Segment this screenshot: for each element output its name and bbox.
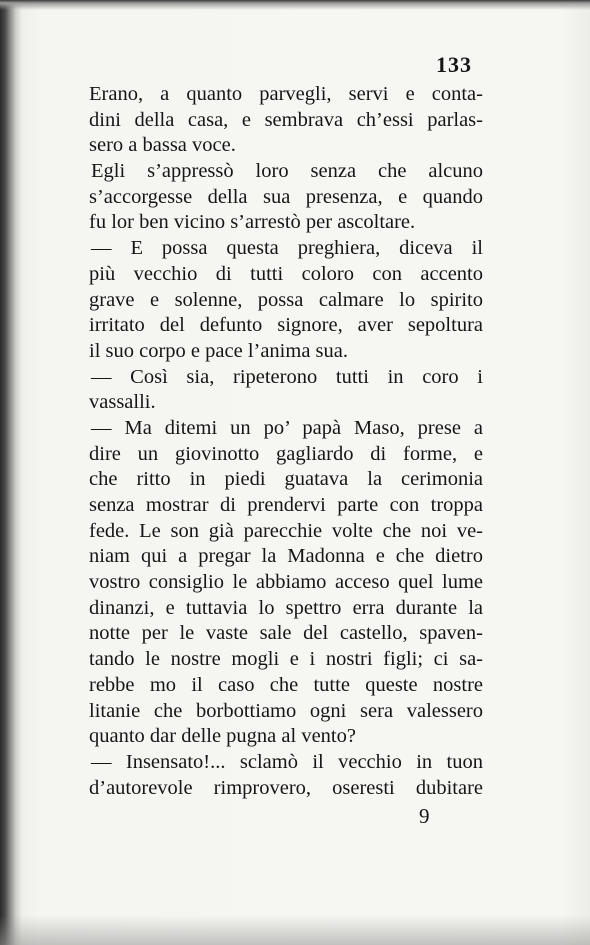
text-line: litanie che borbottiamo ogni sera valessero [89,699,483,722]
book-spine-shadow [0,0,22,945]
page-number: 133 [436,52,472,77]
text-line: sero a bassa voce. [89,134,236,157]
text-line: grave e solenne, possa calmare lo spirito [89,288,483,311]
text-line: quanto dar delle pugna al vento? [89,725,356,748]
text-line: dini della casa, e sembrava ch’essi parlas- [89,108,483,131]
text-line: rebbe mo il caso che tutte queste nostre [89,673,483,696]
top-edge-shadow [0,0,590,10]
text-line: — Ma ditemi un po’ papà Maso, prese a [91,416,483,439]
text-line: dinanzi, e tuttavia lo spettro erra durante la [89,596,483,619]
text-line: notte per le vaste sale del castello, spaven- [89,622,483,645]
text-line: dire un giovinotto gagliardo di forme, e [89,442,483,465]
text-line: niam qui a pregar la Madonna e che dietro [89,545,483,568]
bottom-edge-shadow [0,915,590,945]
text-line: irritato del defunto signore, aver sepoltura [89,314,483,337]
text-line: d’autorevole rimprovero, oseresti dubitare [89,776,483,799]
body-text [89,82,483,801]
text-line: fu lor ben vicino s’arrestò per ascoltare. [89,211,416,234]
signature-mark: 9 [419,804,430,828]
text-line: più vecchio di tutti coloro con accento [89,262,483,285]
text-line: — Insensato!... sclamò il vecchio in tuon [91,750,483,773]
text-line: Egli s’appressò loro senza che alcuno [91,160,483,183]
text-line: s’accorgesse della sua presenza, e quando [89,185,483,208]
text-line: Erano, a quanto parvegli, servi e conta- [89,83,483,105]
text-line: senza mostrar di prendervi parte con troppa [89,494,483,516]
text-line: fede. Le son già parecchie volte che noi ve- [89,519,483,542]
text-line: — E possa questa preghiera, diceva il [91,237,483,260]
text-line: il suo corpo e pace l’anima sua. [89,339,349,362]
text-line: vostro consiglio le abbiamo acceso quel lume [89,571,483,594]
text-line: tando le nostre mogli e i nostri figli; ci sa- [89,648,483,671]
text-line: — Così sia, ripeterono tutti in coro i [91,365,483,388]
text-line: vassalli. [89,391,156,414]
text-line: che ritto in piedi guatava la cerimonia [89,468,483,491]
